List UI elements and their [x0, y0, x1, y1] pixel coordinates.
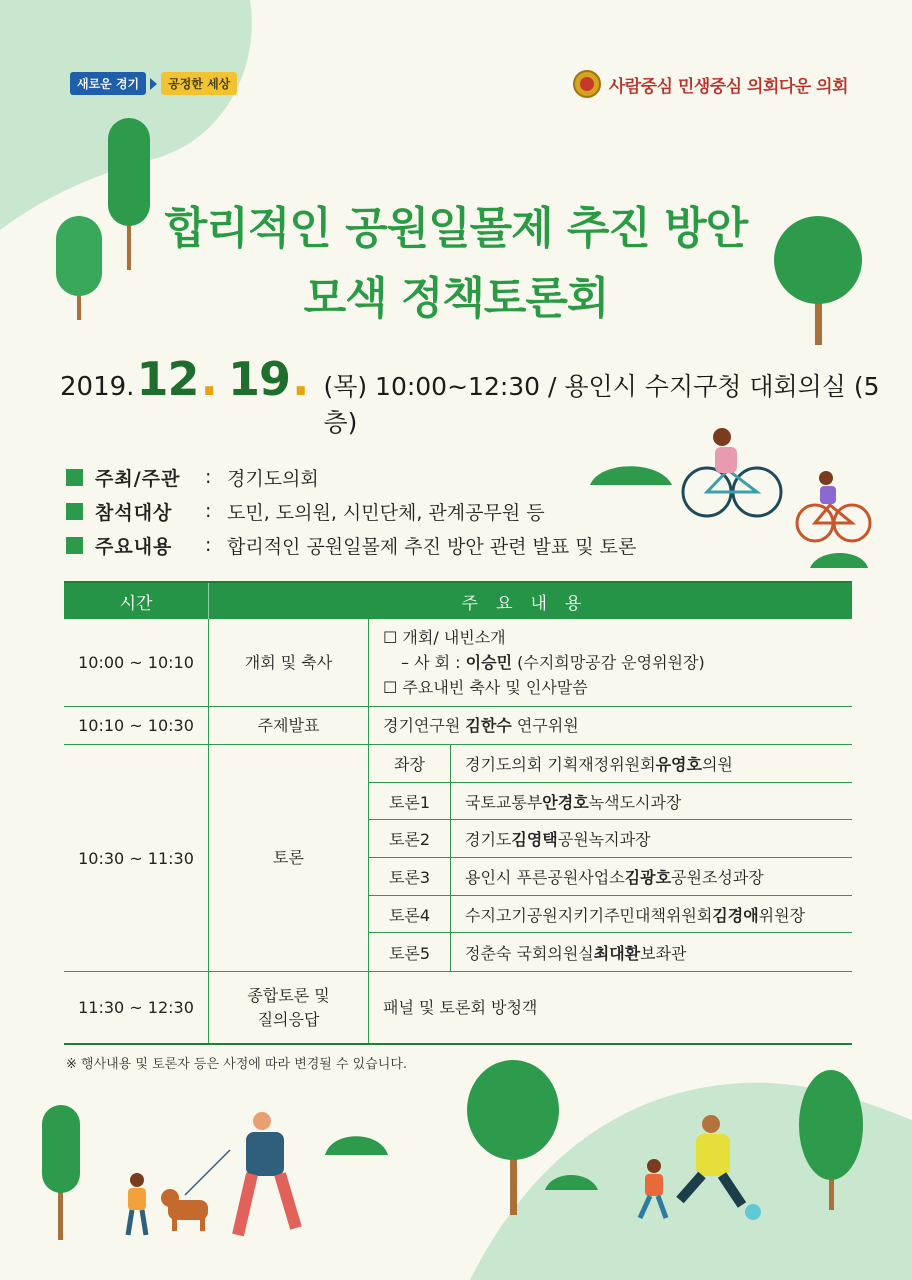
panelist-name: 김영택: [511, 830, 558, 850]
date-year: 2019.: [60, 372, 135, 402]
moderator-name: 이승민: [465, 653, 513, 672]
child-head: [647, 1159, 661, 1173]
info-colon: :: [205, 534, 212, 556]
info-key: 주최/주관: [95, 467, 181, 490]
info-row-attendees: [66, 494, 636, 528]
panel-role: 토론1: [369, 783, 451, 820]
panel-role: 토론5: [369, 933, 451, 971]
row-time: 10:30 ~ 11:30: [64, 745, 209, 971]
row-content: [369, 707, 852, 744]
event-date-line: [60, 352, 912, 439]
row-time: 11:30 ~ 12:30: [64, 972, 209, 1043]
info-row-content: [66, 528, 636, 562]
row-time: 10:00 ~ 10:10: [64, 619, 209, 706]
ball-icon: [745, 1204, 761, 1220]
person-head: [702, 1115, 720, 1133]
slogan: [70, 72, 237, 95]
person-body: [696, 1134, 730, 1176]
row-content: [369, 972, 852, 1043]
content-line: – 사 회 : 이승민 (수지희망공감 운영위원장): [401, 653, 705, 672]
date-dot-icon: .: [291, 352, 310, 406]
date-time-venue: (목) 10:00~12:30 / 용인시 수지구청 대회의실 (5층): [323, 372, 880, 437]
bullet-square-icon: [66, 503, 83, 520]
title-line-1: 합리적인 공원일몰제 추진 방안: [164, 203, 748, 254]
table-row: [64, 972, 852, 1045]
panelist-name: 안경호: [542, 792, 589, 812]
info-colon: :: [205, 500, 212, 522]
panel-role: 좌장: [369, 745, 451, 782]
table-row: [64, 619, 852, 707]
panel-text: 정춘숙 국회의원실 최대환 보좌관: [451, 933, 852, 971]
panel-row: [369, 783, 852, 821]
panelist-name: 유영호: [655, 754, 702, 774]
panel-row: [369, 820, 852, 858]
child-head: [130, 1173, 144, 1187]
leash: [185, 1150, 230, 1195]
cyclist-icon: [797, 505, 870, 541]
council-seal-icon: [573, 70, 601, 98]
info-row-host: [66, 460, 636, 494]
person-legs: [238, 1174, 296, 1235]
panel-list: [369, 745, 852, 971]
panel-row: [369, 933, 852, 971]
panelist-name: 김광호: [624, 867, 672, 887]
content-line: ☐ 주요내빈 축사 및 인사말씀: [383, 678, 588, 697]
table-header: [64, 581, 852, 619]
info-value: 도민, 도의원, 시민단체, 관계공무원 등: [227, 501, 545, 524]
schedule-table: [64, 581, 852, 1045]
panel-text: 수지고기공원지키기주민대책위원회 김경애 위원장: [451, 896, 852, 933]
bullet-square-icon: [66, 537, 83, 554]
panel-row: [369, 896, 852, 934]
event-info: [66, 460, 636, 562]
panelist-name: 최대환: [593, 943, 641, 963]
title-line-2: 모색 정책토론회: [303, 273, 609, 324]
child-legs: [128, 1210, 146, 1235]
content-line: 경기연구원 김한수 연구위원: [383, 716, 579, 735]
panel-role: 토론3: [369, 858, 451, 895]
info-key: 주요내용: [95, 535, 173, 558]
person-body: [246, 1132, 284, 1176]
info-key: 참석대상: [95, 501, 173, 524]
panel-role: 토론2: [369, 820, 451, 857]
info-value: 합리적인 공원일몰제 추진 방안 관련 발표 및 토론: [227, 535, 637, 558]
table-row: [64, 707, 852, 745]
row-category: 주제발표: [209, 707, 369, 744]
date-month: 12: [136, 352, 199, 406]
hill: [325, 1136, 388, 1155]
row-category: 개회 및 축사: [209, 619, 369, 706]
panel-row: [369, 745, 852, 783]
info-colon: :: [205, 466, 212, 488]
person-head: [253, 1112, 271, 1130]
arrow-icon: [150, 78, 157, 90]
hill: [810, 553, 868, 568]
cyclist-icon: [683, 468, 781, 516]
slogan-left-badge: 새로운 경기: [70, 72, 146, 95]
info-value: 경기도의회: [227, 467, 319, 490]
row-content: [369, 619, 852, 706]
council-logo: [573, 70, 848, 98]
slogan-right-badge: 공정한 세상: [161, 72, 237, 95]
row-time: 10:10 ~ 10:30: [64, 707, 209, 744]
panel-text: 경기도 김영택 공원녹지과장: [451, 820, 852, 857]
table-row: [64, 745, 852, 972]
rider-body: [715, 447, 737, 473]
panelist-name: 김경애: [712, 905, 759, 925]
child-body: [645, 1174, 663, 1196]
presenter-name: 김한수: [465, 716, 512, 735]
council-motto: 사람중심 민생중심 의회다운 의회: [608, 76, 848, 97]
panel-text: 용인시 푸른공원사업소 김광호 공원조성과장: [451, 858, 852, 895]
header-time: 시간: [64, 583, 209, 619]
footnote: ※ 행사내용 및 토론자 등은 사정에 따라 변경될 수 있습니다.: [66, 1057, 408, 1072]
rider-body: [820, 486, 836, 504]
row-category: 토론: [209, 745, 369, 971]
row-category: 종합토론 및 질의응답: [209, 972, 369, 1043]
rider-head: [819, 471, 833, 485]
tree-icon: [42, 1105, 80, 1240]
dog-icon: [161, 1189, 208, 1231]
date-day: 19: [227, 352, 290, 406]
panel-text: 국토교통부 안경호 녹색도시과장: [451, 783, 852, 820]
bullet-square-icon: [66, 469, 83, 486]
header-content: 주요내용: [461, 593, 600, 614]
content-line: ☐ 개회/ 내빈소개: [383, 628, 506, 647]
panel-text: 경기도의회 기획재정위원회 유영호 의원: [451, 745, 852, 782]
child-body: [128, 1188, 146, 1210]
date-dot-icon: .: [200, 352, 218, 406]
panel-row: [369, 858, 852, 896]
panel-role: 토론4: [369, 896, 451, 933]
content-line: 패널 및 토론회 방청객: [383, 998, 538, 1017]
